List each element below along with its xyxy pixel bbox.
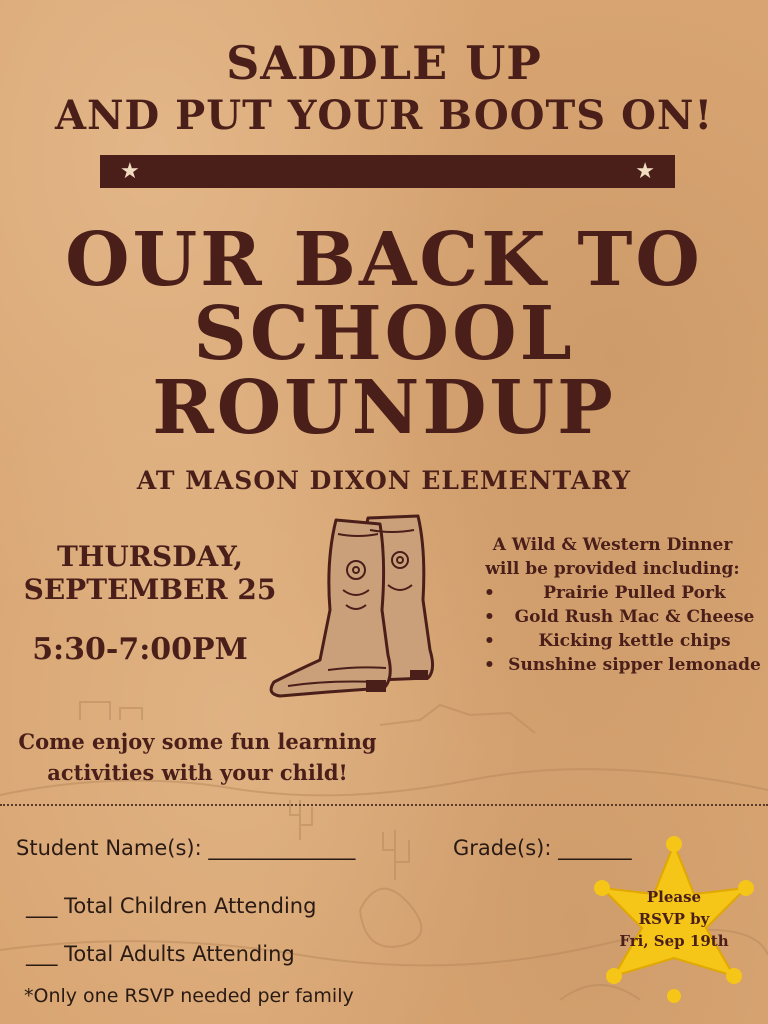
- rsvp-badge-text: [608, 886, 740, 952]
- invite-line-2: activities with your child!: [47, 760, 348, 785]
- cowboy-boots-illustration: [268, 510, 448, 700]
- event-day: THURSDAY,: [57, 540, 243, 573]
- badge-line-2: RSVP by: [638, 910, 710, 928]
- menu-item: • Gold Rush Mac & Cheese: [460, 605, 765, 629]
- headline-saddle-up: SADDLE UP: [226, 36, 542, 90]
- menu-intro-1: A Wild & Western Dinner: [492, 535, 733, 555]
- menu-item: • Kicking kettle chips: [460, 629, 765, 653]
- children-attending-field[interactable]: ___ Total Children Attending: [26, 894, 317, 918]
- decorative-banner-bar: [100, 155, 675, 188]
- rsvp-note: *Only one RSVP needed per family: [24, 985, 354, 1007]
- dinner-menu: [460, 533, 765, 677]
- title-line-3: ROUNDUP: [152, 365, 616, 451]
- menu-list: [460, 581, 765, 677]
- star-icon: ★: [120, 158, 140, 183]
- grade-field[interactable]: Grade(s): _______: [453, 836, 632, 860]
- adults-attending-field[interactable]: ___ Total Adults Attending: [26, 942, 295, 966]
- invite-line-1: Come enjoy some fun learning: [18, 729, 377, 754]
- headline-boots-on: AND PUT YOUR BOOTS ON!: [54, 92, 714, 139]
- event-month-day: SEPTEMBER 25: [23, 573, 277, 606]
- event-date: [10, 540, 290, 606]
- menu-item: • Prairie Pulled Pork: [460, 581, 765, 605]
- event-time: 5:30-7:00PM: [32, 632, 248, 667]
- title-line-1: OUR BACK TO: [65, 217, 703, 303]
- student-name-field[interactable]: Student Name(s): ______________: [16, 836, 356, 860]
- badge-line-1: Please: [646, 888, 702, 906]
- menu-item: • Sunshine sipper lemonade: [460, 653, 765, 677]
- menu-intro-2: will be provided including:: [485, 559, 740, 579]
- star-icon: ★: [635, 158, 655, 183]
- badge-line-3: Fri, Sep 19th: [619, 932, 729, 950]
- venue-text: AT MASON DIXON ELEMENTARY: [136, 466, 632, 495]
- cut-line-divider: [0, 804, 768, 806]
- invite-text: [0, 726, 395, 788]
- title-line-2: SCHOOL: [193, 291, 575, 377]
